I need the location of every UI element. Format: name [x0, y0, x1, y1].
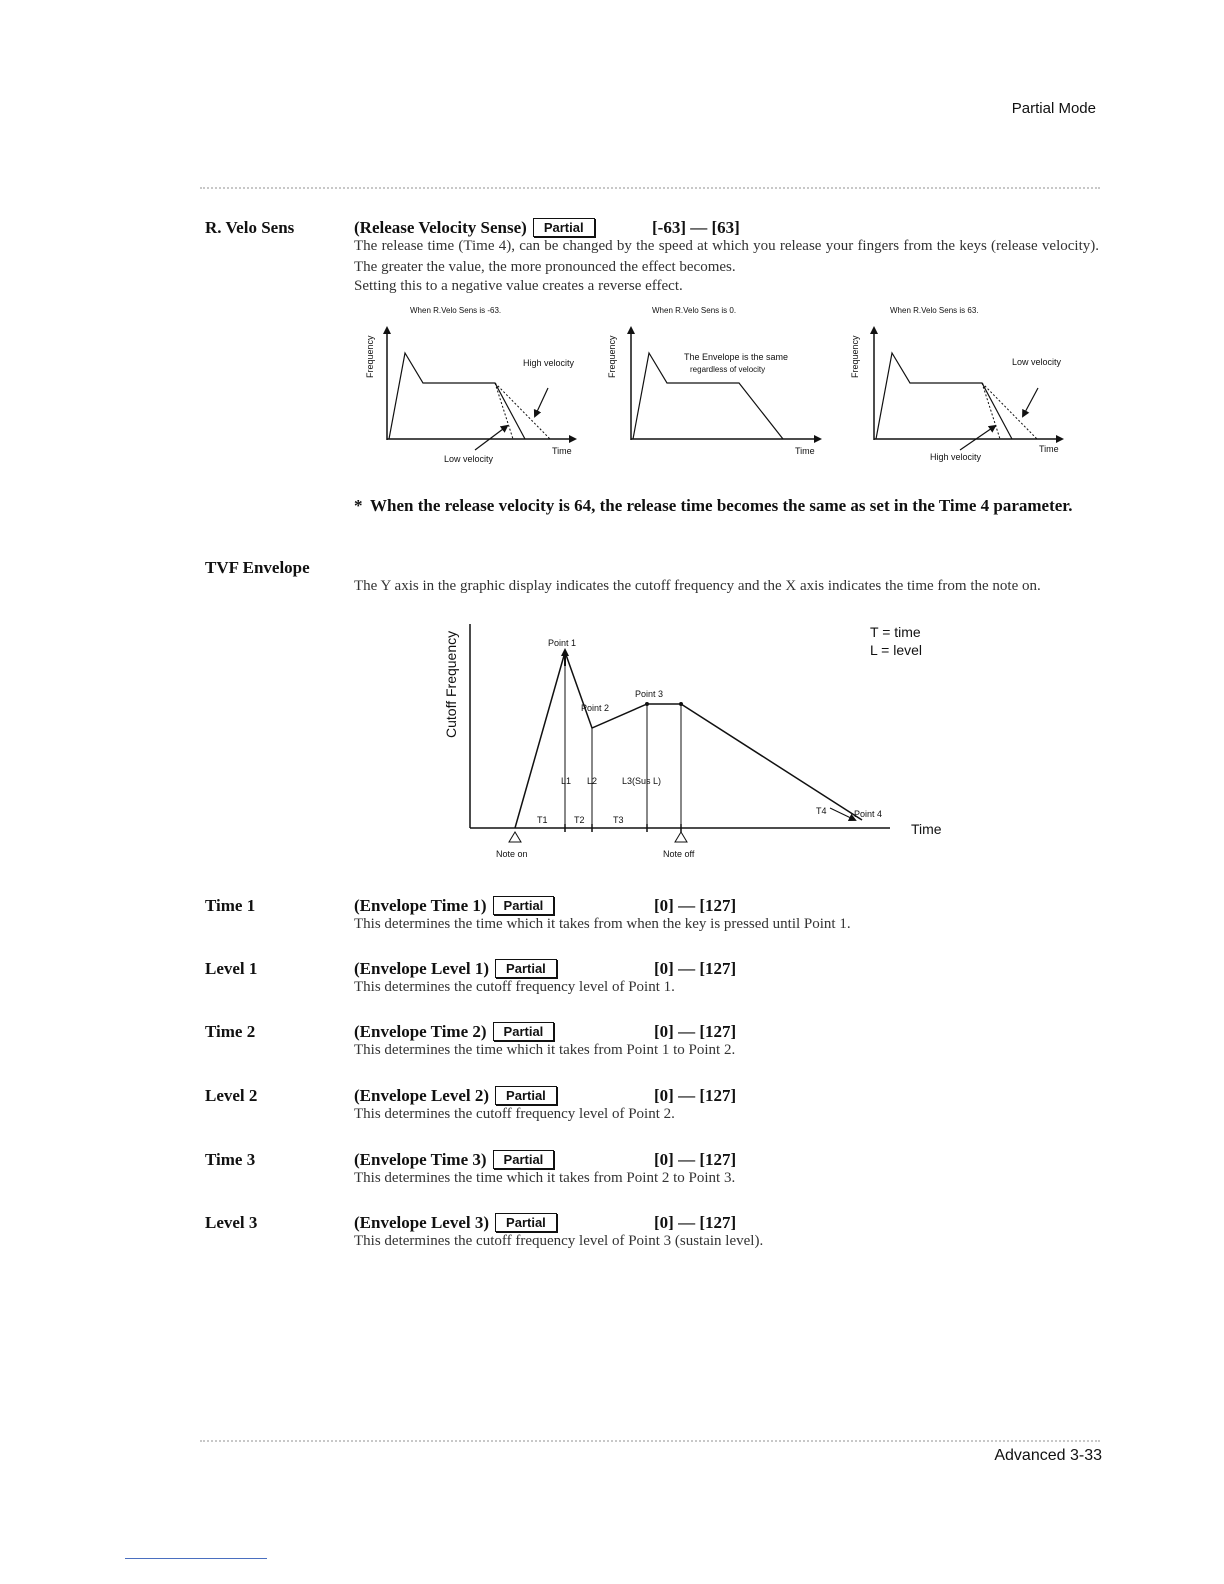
partial-tag: Partial	[493, 896, 555, 915]
param-desc: This determines the cutoff frequency level of Point 1.	[354, 979, 675, 995]
graph-negative	[365, 306, 575, 464]
param-desc: This determines the cutoff frequency level of Point 3 (sustain level).	[354, 1233, 764, 1249]
page-number: Advanced 3-33	[994, 1447, 1102, 1464]
bottom-rule	[200, 1440, 1100, 1442]
tvf-point1-label: Point 1	[548, 638, 577, 648]
graph2-note-1: The Envelope is the same	[684, 352, 789, 362]
graph1-time-label: Time	[552, 446, 572, 456]
tvf-note-on-label: Note on	[496, 849, 528, 859]
param-range: [0] — [127]	[654, 1086, 737, 1105]
tvf-point4-label: Point 4	[854, 809, 883, 819]
graph1-lower-label: Low velocity	[444, 454, 494, 464]
param-title	[354, 1150, 554, 1170]
param-label: Time 1	[205, 896, 256, 915]
graph3-caption: When R.Velo Sens is 63.	[890, 306, 979, 315]
tvf-x-label: Time	[911, 821, 942, 837]
graph3-lower-label: High velocity	[930, 452, 982, 462]
tvf-envelope-line	[515, 652, 862, 828]
graph1-upper-label: High velocity	[523, 358, 575, 368]
param-title	[354, 896, 554, 916]
param-label: Time 3	[205, 1150, 256, 1169]
graph1-caption: When R.Velo Sens is -63.	[410, 306, 502, 315]
param-desc: This determines the time which it takes from when the key is pressed until Point 1.	[354, 916, 851, 932]
velocity-graphs	[355, 298, 1100, 473]
rvelo-title	[354, 218, 595, 238]
graph1-slow-release	[495, 383, 550, 439]
partial-tag: Partial	[495, 1213, 557, 1232]
note-text: When the release velocity is 64, the release time becomes the same as set in the Time 4 parameter.	[370, 496, 1073, 515]
graph3-axis-label: Frequency	[850, 335, 860, 378]
tvf-l2-label: L2	[587, 776, 598, 786]
graph1-envelope	[389, 353, 525, 439]
tvf-note-off-marker	[675, 832, 687, 842]
param-title-text: (Envelope Time 3)	[354, 1150, 487, 1169]
graph1-axis-label: Frequency	[365, 335, 375, 378]
release-note	[354, 494, 1099, 518]
rvelo-desc: The release time (Time 4), can be changed by the speed at which you release your fingers from the keys (release velocity). The greater the value, the more pronounced the effect becomes.	[354, 238, 1099, 275]
param-title	[354, 1213, 557, 1233]
param-label: Level 1	[205, 959, 258, 978]
graph1-upper-pointer	[535, 388, 548, 416]
graph1-lower-pointer	[475, 426, 507, 450]
graph3-slow-release	[982, 383, 1037, 439]
partial-tag: Partial	[495, 959, 557, 978]
rvelo-label: R. Velo Sens	[205, 218, 295, 237]
tvf-legend-t: T = time	[870, 624, 921, 640]
param-desc: This determines the time which it takes from Point 2 to Point 3.	[354, 1170, 736, 1186]
partial-tag: Partial	[495, 1086, 557, 1105]
rvelo-range: [-63] — [63]	[652, 218, 740, 237]
param-label: Level 2	[205, 1086, 258, 1105]
param-range: [0] — [127]	[654, 1213, 737, 1232]
param-title-text: (Envelope Level 2)	[354, 1086, 490, 1105]
param-label: Time 2	[205, 1022, 256, 1041]
param-desc: This determines the cutoff frequency level of Point 2.	[354, 1106, 675, 1122]
section-header: Partial Mode	[1011, 100, 1096, 117]
top-rule	[200, 187, 1100, 189]
bottom-link-line	[125, 1558, 267, 1559]
tvf-legend-l: L = level	[870, 642, 923, 658]
param-title	[354, 1086, 557, 1106]
graph3-time-label: Time	[1039, 444, 1059, 454]
param-title-text: (Envelope Time 2)	[354, 1022, 487, 1041]
graph3-upper-label: Low velocity	[1012, 357, 1062, 367]
tvf-desc: The Y axis in the graphic display indicates the cutoff frequency and the X axis indicates the time from the note on.	[354, 578, 1041, 594]
rvelo-desc-2: Setting this to a negative value creates a reverse effect.	[354, 278, 683, 294]
tvf-l1-label: L1	[561, 776, 572, 786]
param-title	[354, 959, 557, 979]
tvf-t1-label: T1	[537, 815, 548, 825]
param-title	[354, 1022, 554, 1042]
graph2-caption: When R.Velo Sens is 0.	[652, 306, 737, 315]
tvf-note-off-label: Note off	[663, 849, 695, 859]
graph2-note-2: regardless of velocity	[690, 365, 766, 374]
graph-zero	[607, 306, 820, 456]
tvf-l3-label: L3(Sus L)	[622, 776, 662, 786]
note-asterisk: *	[354, 496, 363, 515]
tvf-y-label: Cutoff Frequency	[443, 630, 459, 738]
param-title-text: (Envelope Level 3)	[354, 1213, 490, 1232]
tvf-label: TVF Envelope	[205, 558, 310, 577]
tvf-t3-label: T3	[613, 815, 624, 825]
graph2-axis-label: Frequency	[607, 335, 617, 378]
graph3-upper-pointer	[1023, 388, 1038, 416]
tvf-t4-label: T4	[816, 806, 827, 816]
partial-tag: Partial	[533, 218, 595, 237]
graph2-time-label: Time	[795, 446, 815, 456]
param-range: [0] — [127]	[654, 1150, 737, 1169]
graph3-envelope	[876, 353, 1012, 439]
param-label: Level 3	[205, 1213, 258, 1232]
partial-tag: Partial	[493, 1022, 555, 1041]
param-title-text: (Envelope Time 1)	[354, 896, 487, 915]
param-range: [0] — [127]	[654, 896, 737, 915]
param-range: [0] — [127]	[654, 959, 737, 978]
graph-positive	[850, 306, 1062, 462]
param-range: [0] — [127]	[654, 1022, 737, 1041]
tvf-t2-label: T2	[574, 815, 585, 825]
tvf-point2-label: Point 2	[581, 703, 610, 713]
partial-tag: Partial	[493, 1150, 555, 1169]
graph3-lower-pointer	[960, 426, 995, 450]
param-title-text: (Envelope Level 1)	[354, 959, 490, 978]
rvelo-title-text: (Release Velocity Sense)	[354, 218, 527, 237]
tvf-envelope-diagram	[435, 618, 955, 866]
tvf-point3-label: Point 3	[635, 689, 664, 699]
tvf-note-on-marker	[509, 832, 521, 842]
param-desc: This determines the time which it takes from Point 1 to Point 2.	[354, 1042, 736, 1058]
